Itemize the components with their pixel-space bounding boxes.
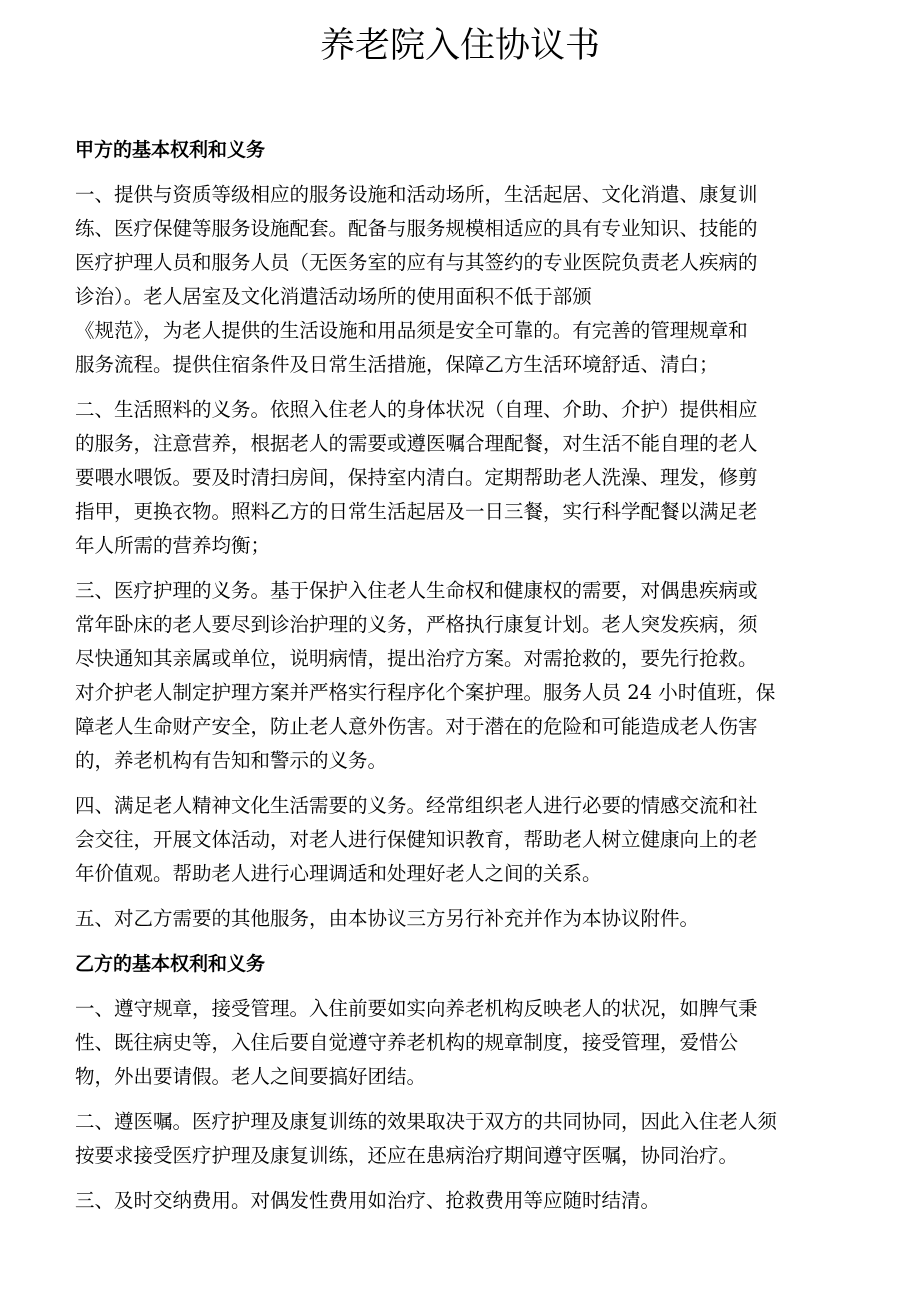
clause-line: 的服务，注意营养，根据老人的需要或遵医嘱合理配餐，对生活不能自理的老人 xyxy=(75,432,758,455)
section-a-heading: 甲方的基本权利和义务 xyxy=(75,139,266,161)
clause-line: 年价值观。帮助老人进行心理调适和处理好老人之间的关系。 xyxy=(75,862,602,885)
section-a-paragraphs xyxy=(75,178,857,936)
clause-line: 常年卧床的老人要尽到诊治护理的义务，严格执行康复计划。老人突发疾病，须 xyxy=(75,613,758,636)
clause-line: 三、医疗护理的义务。基于保护入住老人生命权和健康权的需要，对偶患疾病或 xyxy=(75,579,758,602)
clause-line: 《规范》，为老人提供的生活设施和用品须是安全可靠的。有完善的管理规章和 xyxy=(75,319,748,342)
clause-line: 二、遵医嘱。医疗护理及康复训练的效果取决于双方的共同协同，因此入住老人须 xyxy=(75,1110,778,1133)
clause-paragraph xyxy=(75,902,857,936)
clause-line: 一、遵守规章，接受管理。入住前要如实向养老机构反映老人的状况，如脾气秉 xyxy=(75,997,758,1020)
clause-line: 会交往，开展文体活动，对老人进行保健知识教育，帮助老人树立健康向上的老 xyxy=(75,828,758,851)
clause-line: 障老人生命财产安全，防止老人意外伤害。对于潜在的危险和可能造成老人伤害 xyxy=(75,715,758,738)
document-title: 养老院入住协议书 xyxy=(319,26,600,66)
clause-line: 一、提供与资质等级相应的服务设施和活动场所，生活起居、文化消遣、康复训 xyxy=(75,183,758,206)
clause-line: 尽快通知其亲属或单位，说明病情，提出治疗方案。对需抢救的，要先行抢救。 xyxy=(75,647,758,670)
clause-line: 三、及时交纳费用。对偶发性费用如治疗、抢救费用等应随时结清。 xyxy=(75,1189,661,1212)
clause-line: 医疗护理人员和服务人员（无医务室的应有与其签约的专业医院负责老人疾病的 xyxy=(75,251,758,274)
document-body xyxy=(75,133,857,1229)
clause-line: 性、既往病史等，入住后要自觉遵守养老机构的规章制度，接受管理，爱惜公 xyxy=(75,1031,739,1054)
section-b-paragraphs xyxy=(75,992,857,1218)
clause-line: 服务流程。提供住宿条件及日常生活措施，保障乙方生活环境舒适、清白； xyxy=(75,353,719,376)
clause-paragraph xyxy=(75,1105,857,1173)
clause-line: 要喂水喂饭。要及时清扫房间，保持室内清白。定期帮助老人洗澡、理发，修剪 xyxy=(75,466,758,489)
clause-paragraph xyxy=(75,789,857,891)
clause-paragraph xyxy=(75,1184,857,1218)
clause-line: 练、医疗保健等服务设施配套。配备与服务规模相适应的具有专业知识、技能的 xyxy=(75,217,758,240)
section-b-heading: 乙方的基本权利和义务 xyxy=(75,953,266,975)
clause-line: 诊治）。老人居室及文化消遣活动场所的使用面积不低于部颁 xyxy=(75,285,592,308)
clause-line: 对介护老人制定护理方案并严格实行程序化个案护理。服务人员 24 小时值班，保 xyxy=(75,681,776,704)
clause-line: 指甲，更换衣物。照料乙方的日常生活起居及一日三餐，实行科学配餐以满足老 xyxy=(75,500,758,523)
clause-line: 按要求接受医疗护理及康复训练，还应在患病治疗期间遵守医嘱，协同治疗。 xyxy=(75,1144,739,1167)
clause-line: 年人所需的营养均衡； xyxy=(75,534,271,557)
clause-paragraph xyxy=(75,574,857,778)
clause-line: 四、满足老人精神文化生活需要的义务。经常组织老人进行必要的情感交流和社 xyxy=(75,794,758,817)
clause-line: 二、生活照料的义务。依照入住老人的身体状况（自理、介助、介护）提供相应 xyxy=(75,398,758,421)
clause-paragraph xyxy=(75,178,857,382)
clause-paragraph xyxy=(75,393,857,563)
clause-line: 的，养老机构有告知和警示的义务。 xyxy=(75,749,388,772)
clause-line: 五、对乙方需要的其他服务，由本协议三方另行补充并作为本协议附件。 xyxy=(75,907,700,930)
clause-paragraph xyxy=(75,992,857,1094)
clause-line: 物，外出要请假。老人之间要搞好团结。 xyxy=(75,1065,427,1088)
